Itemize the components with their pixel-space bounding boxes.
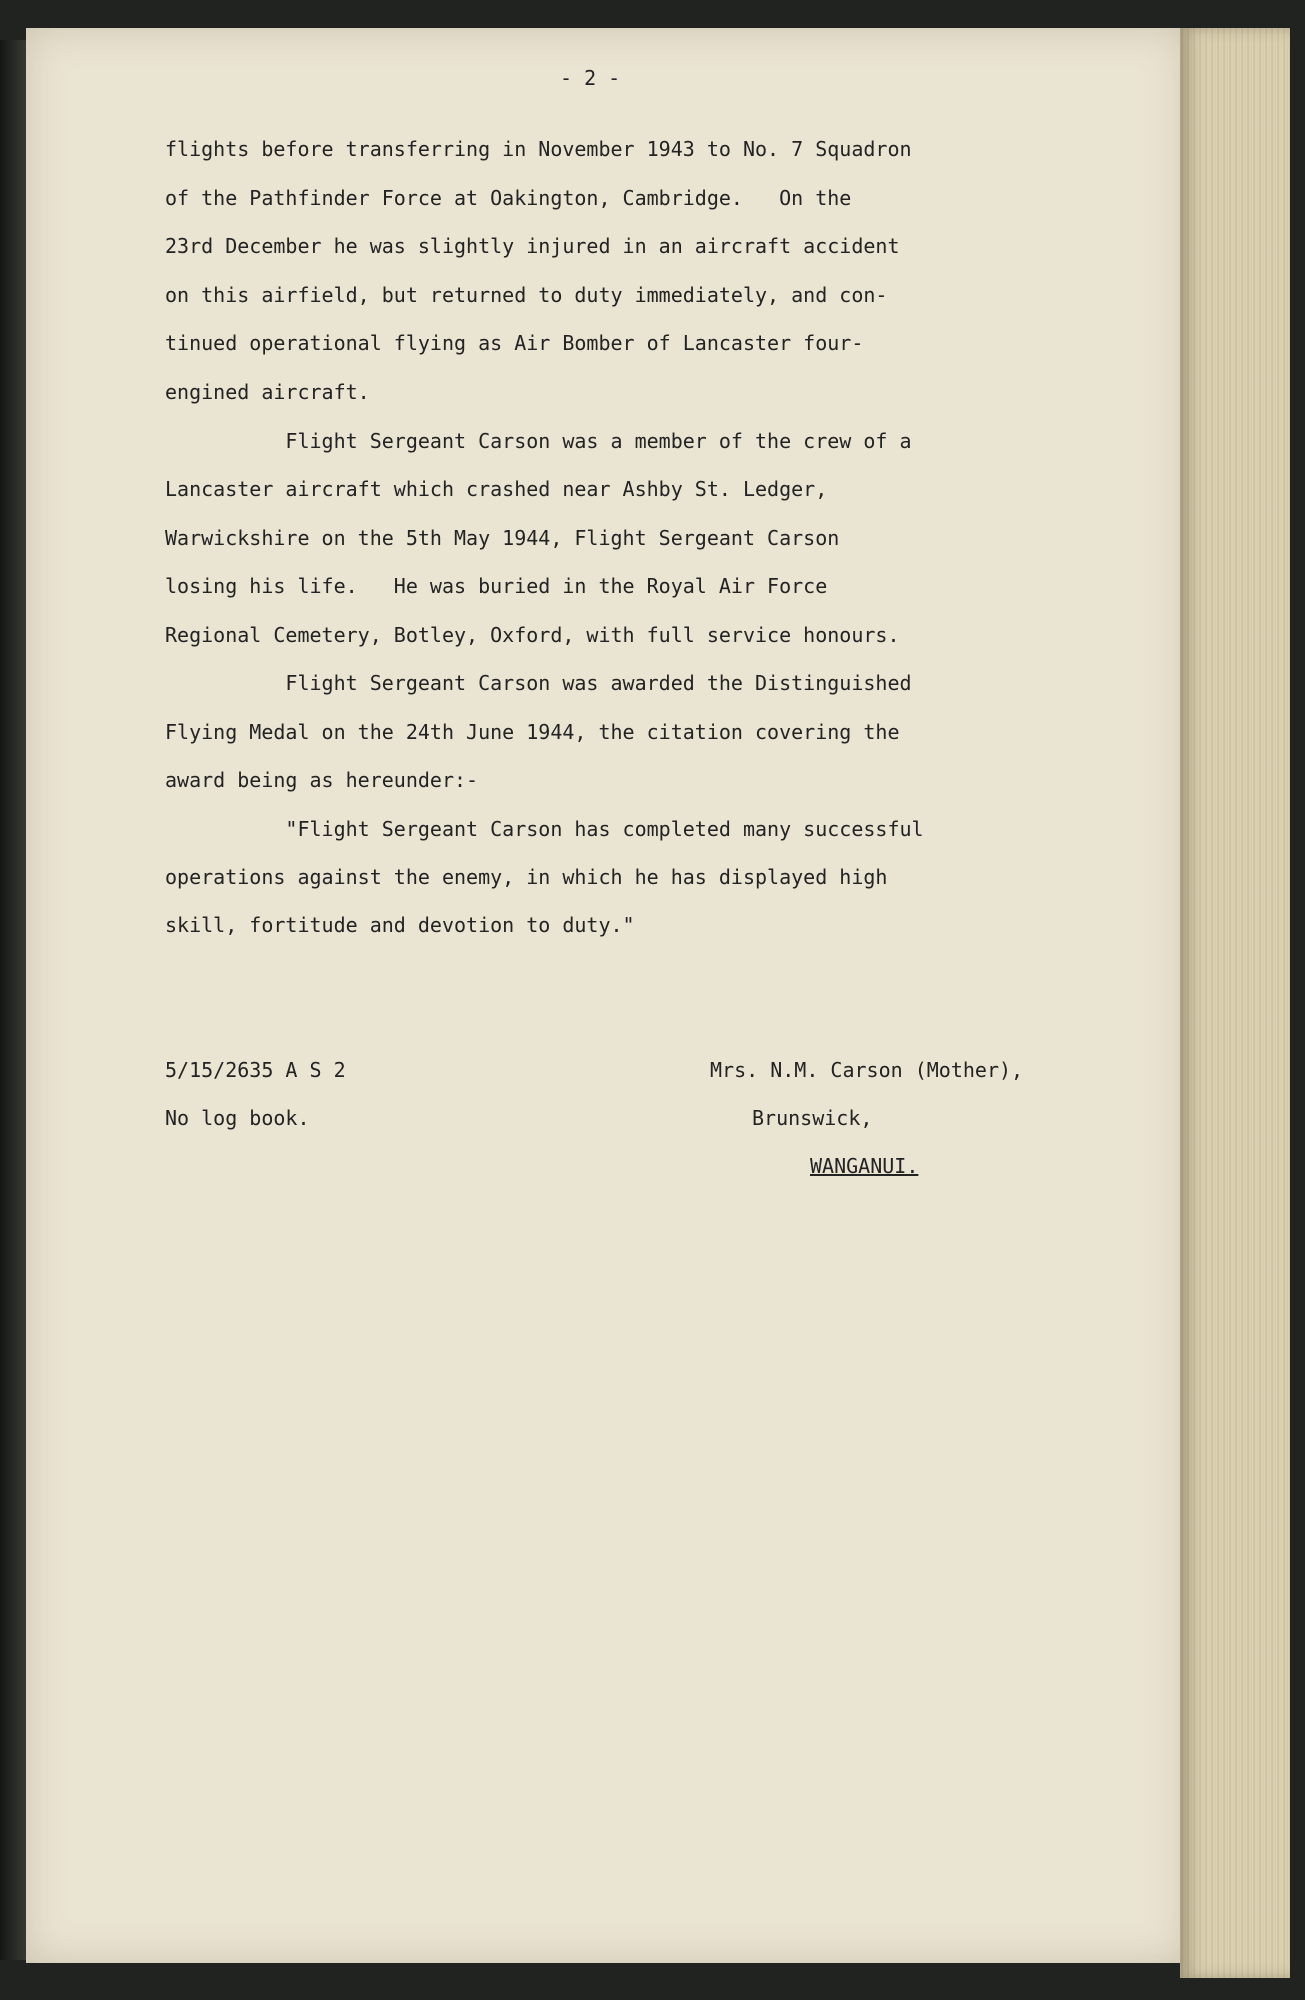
- body-line: Flight Sergeant Carson was awarded the Distinguished: [165, 671, 912, 695]
- document-page: [26, 28, 1186, 1963]
- contact-town: WANGANUI.: [810, 1154, 919, 1178]
- body-line: skill, fortitude and devotion to duty.": [165, 913, 635, 937]
- body-line: "Flight Sergeant Carson has completed many successful: [165, 817, 924, 841]
- body-line: operations against the enemy, in which he has displayed high: [165, 865, 888, 889]
- page-number: - 2 -: [560, 66, 621, 90]
- body-line: engined aircraft.: [165, 380, 370, 404]
- body-line: Warwickshire on the 5th May 1944, Flight Sergeant Carson: [165, 526, 840, 550]
- body-line: Flight Sergeant Carson was a member of the crew of a: [165, 429, 912, 453]
- reference-number: 5/15/2635 A S 2: [165, 1058, 346, 1082]
- body-line: flights before transferring in November 1943 to No. 7 Squadron: [165, 137, 912, 161]
- contact-city: Brunswick,: [752, 1106, 873, 1130]
- body-line: 23rd December he was slightly injured in an aircraft accident: [165, 234, 900, 258]
- body-line: tinued operational flying as Air Bomber of Lancaster four-: [165, 331, 864, 355]
- body-line: Regional Cemetery, Botley, Oxford, with full service honours.: [165, 623, 900, 647]
- contact-name: Mrs. N.M. Carson (Mother),: [710, 1058, 1024, 1082]
- log-book-note: No log book.: [165, 1106, 310, 1130]
- body-line: on this airfield, but returned to duty immediately, and con-: [165, 283, 888, 307]
- body-line: of the Pathfinder Force at Oakington, Cambridge. On the: [165, 186, 852, 210]
- page-edges: [1180, 28, 1290, 1978]
- body-line: award being as hereunder:-: [165, 768, 479, 792]
- body-line: losing his life. He was buried in the Royal Air Force: [165, 574, 828, 598]
- body-line: Flying Medal on the 24th June 1944, the citation covering the: [165, 720, 900, 744]
- body-line: Lancaster aircraft which crashed near Ashby St. Ledger,: [165, 477, 828, 501]
